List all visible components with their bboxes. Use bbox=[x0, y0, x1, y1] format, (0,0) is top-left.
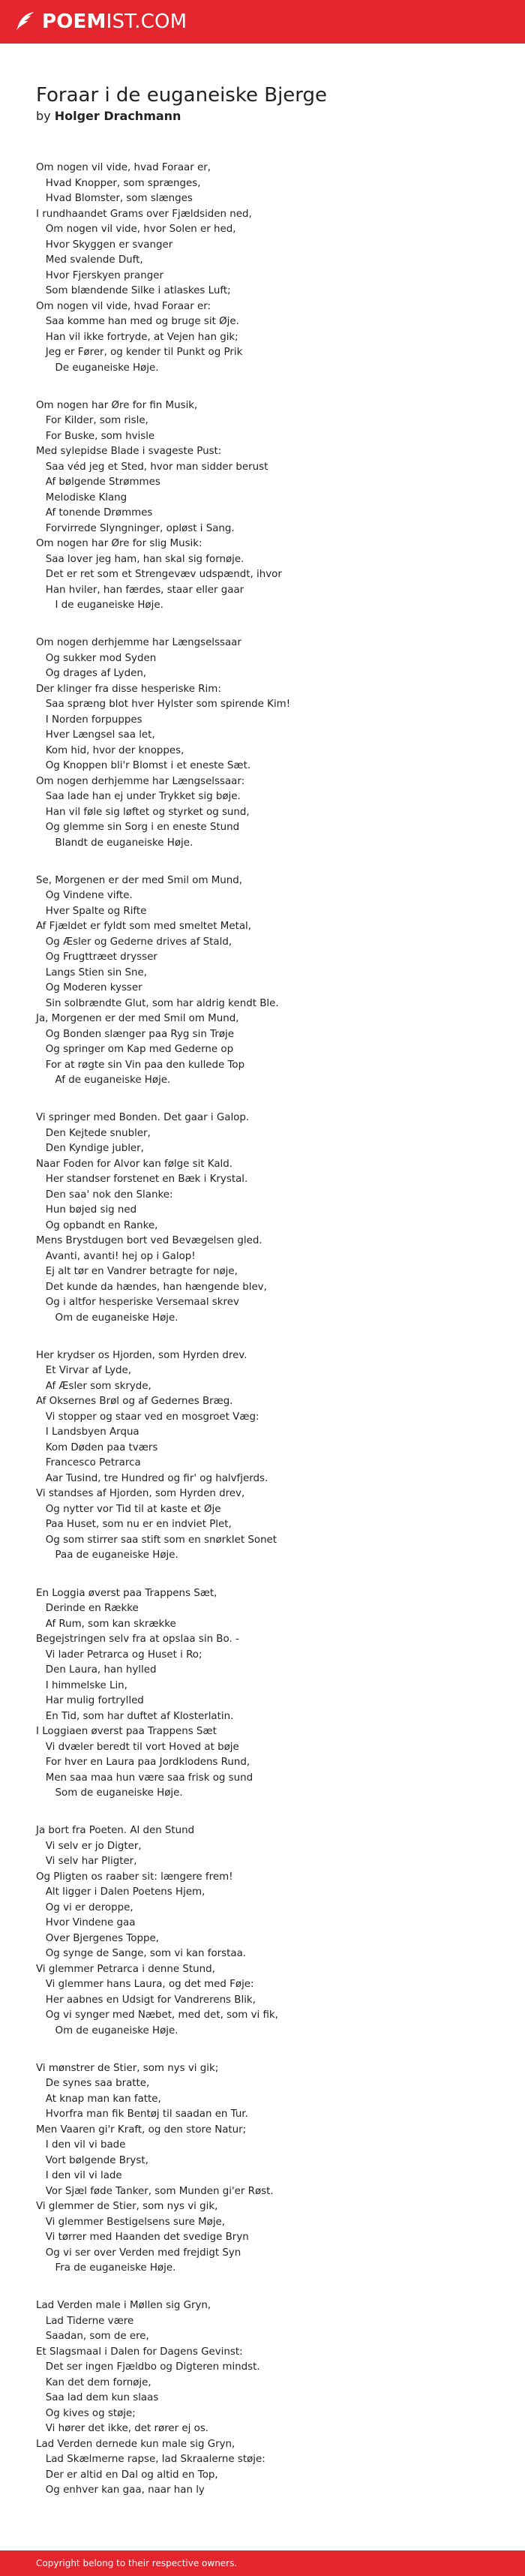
poem-line: Kom hid, hvor der knoppes, bbox=[36, 744, 184, 756]
poem-line: Derinde en Række bbox=[36, 1603, 139, 1615]
poem-line: Hvor Vindene gaa bbox=[36, 1917, 136, 1929]
poem-stanza bbox=[36, 398, 501, 614]
poem-line: Af Rum, som kan skrække bbox=[36, 1618, 176, 1630]
poem-line: Vi selv er jo Digter, bbox=[36, 1840, 142, 1852]
poem-line: I Landsbyen Arqua bbox=[36, 1426, 140, 1438]
poem-line: Her aabnes en Udsigt for Vandrerens Blik, bbox=[36, 1994, 256, 2006]
poem-line: Der er altid en Dal og altid en Top, bbox=[36, 2469, 218, 2481]
poem-line: Med sylepidse Blade i svageste Pust: bbox=[36, 446, 222, 458]
poem-line: Og Moderen kysser bbox=[36, 982, 142, 994]
poem-line: Og drages af Lyden, bbox=[36, 668, 147, 680]
poem-line: Vi springer med Bonden. Det gaar i Galop. bbox=[36, 1112, 250, 1124]
poem-line: Blandt de euganeiske Høje. bbox=[36, 837, 194, 849]
poem-line: Og enhver kan gaa, naar han ly bbox=[36, 2484, 205, 2496]
poem-title: Foraar i de euganeiske Bjerge bbox=[36, 84, 328, 107]
poem-line: Som blændende Silke i atlaskes Luft; bbox=[36, 285, 231, 296]
poem-line: Kom Døden paa tværs bbox=[36, 1441, 158, 1453]
poem-line: Og Pligten os raaber sit: længere frem! bbox=[36, 1871, 233, 1883]
poem-body bbox=[36, 161, 501, 2499]
poem-line: Den saa' nok den Slanke: bbox=[36, 1189, 173, 1201]
poem-line: I de euganeiske Høje. bbox=[36, 600, 164, 612]
poem-byline bbox=[36, 108, 501, 125]
poem-line: Sin solbrændte Glut, som har aldrig kendt Ble. bbox=[36, 997, 279, 1009]
poem-line: Vor Sjæl føde Tanker, som Munden gi'er Røst. bbox=[36, 2185, 274, 2197]
poem-line: Og opbandt en Ranke, bbox=[36, 1219, 158, 1231]
poem-line: Ja bort fra Poeten. Al den Stund bbox=[36, 1825, 195, 1837]
poem-line: Vi mønstrer de Stier, som nys vi gik; bbox=[36, 2062, 219, 2074]
poem-stanza bbox=[36, 1586, 501, 1802]
poem-line: Der klinger fra disse hesperiske Rim: bbox=[36, 683, 221, 695]
poem-line: Langs Stien sin Sne, bbox=[36, 966, 148, 978]
poem-line: Men saa maa hun være saa frisk og sund bbox=[36, 1772, 254, 1784]
poem-line: Af bølgende Strømmes bbox=[36, 476, 160, 488]
poem-line: Melodiske Klang bbox=[36, 491, 128, 503]
poem-line: Og Æsler og Gederne drives af Stald, bbox=[36, 936, 232, 948]
poem-line: Naar Foden for Alvor kan følge sit Kald. bbox=[36, 1158, 233, 1170]
poem-line: For hver en Laura paa Jordklodens Rund, bbox=[36, 1757, 250, 1769]
poem-line: Francesco Petrarca bbox=[36, 1457, 141, 1469]
poem-line: Og glemme sin Sorg i en eneste Stund bbox=[36, 822, 240, 834]
poem-line: Vi selv har Pligter, bbox=[36, 1856, 137, 1868]
poem-line: Vi glemmer hans Laura, og det med Føje: bbox=[36, 1979, 254, 1991]
poem-line: Om nogen derhjemme har Længselssaar bbox=[36, 637, 242, 649]
poem-line: Den Kyndige jubler, bbox=[36, 1143, 144, 1155]
poem-line: Om nogen har Øre for slig Musik: bbox=[36, 538, 202, 550]
poem-line: De euganeiske Høje. bbox=[36, 362, 159, 374]
poem-line: Paa de euganeiske Høje. bbox=[36, 1550, 178, 1562]
poem-line: Lad Tiderne være bbox=[36, 2315, 134, 2327]
poem-line: Vi hører det ikke, det rører ej os. bbox=[36, 2423, 209, 2435]
site-header bbox=[0, 0, 525, 44]
poem-line: Han hviler, han færdes, staar eller gaar bbox=[36, 584, 244, 596]
poem-line: Det ser ingen Fjældbo og Digteren mindst. bbox=[36, 2361, 260, 2373]
poem-line: Aar Tusind, tre Hundred og fir' og halvfjerds. bbox=[36, 1472, 268, 1484]
poem-line: Saa lade han ej under Trykket sig bøje. bbox=[36, 791, 241, 803]
poem-line: Og sukker mod Syden bbox=[36, 652, 157, 664]
byline-prefix: by bbox=[36, 109, 51, 123]
poem-stanza bbox=[36, 873, 501, 1089]
logo-text-bold: POEM bbox=[42, 11, 106, 33]
poem-line: Lad Verden male i Møllen sig Gryn, bbox=[36, 2300, 212, 2312]
poem-line: For Buske, som hvisle bbox=[36, 430, 155, 442]
poem-line: Og Vindene vifte. bbox=[36, 890, 133, 902]
poem-line: Han vil ikke fortryde, at Vejen han gik; bbox=[36, 331, 238, 343]
poem-stanza bbox=[36, 636, 501, 851]
poem-line: I Norden forpuppes bbox=[36, 714, 142, 726]
poem-line: Lad Verden dernede kun male sig Gryn, bbox=[36, 2438, 236, 2450]
poem-container bbox=[36, 83, 501, 2520]
poem-line: Forvirrede Slyngninger, opløst i Sang. bbox=[36, 522, 235, 534]
author-link[interactable]: Holger Drachmann bbox=[54, 109, 182, 123]
poem-stanza bbox=[36, 1348, 501, 1564]
poem-line: Jeg er Fører, og kender til Punkt og Prik bbox=[36, 347, 243, 358]
poem-line: Vi tørrer med Haanden det svedige Bryn bbox=[36, 2232, 249, 2244]
poem-line: Om de euganeiske Høje. bbox=[36, 1312, 178, 1324]
poem-line: Hver Spalte og Rifte bbox=[36, 905, 147, 917]
poem-line: Om nogen vil vide, hvor Solen er hed, bbox=[36, 224, 236, 235]
poem-line: Vi glemmer Bestigelsens sure Møje, bbox=[36, 2216, 226, 2228]
site-footer bbox=[0, 2550, 525, 2576]
poem-line: At knap man kan fatte, bbox=[36, 2093, 161, 2105]
poem-line: Ej alt tør en Vandrer betragte for nøje, bbox=[36, 1266, 238, 1278]
poem-stanza bbox=[36, 1823, 501, 2039]
poem-line: Og Bonden slænger paa Ryg sin Trøje bbox=[36, 1028, 234, 1040]
poem-line: Og springer om Kap med Gederne op bbox=[36, 1044, 234, 1056]
poem-line: Vi dvæler beredt til vort Hoved at bøje bbox=[36, 1741, 239, 1753]
copyright-text: Copyright belong to their respective owners. bbox=[36, 2558, 238, 2568]
poem-line: Saa lad dem kun slaas bbox=[36, 2392, 159, 2404]
poem-line: Saadan, som de ere, bbox=[36, 2331, 149, 2343]
poem-line: Vort bølgende Bryst, bbox=[36, 2154, 148, 2166]
poem-line: Over Bjergenes Toppe, bbox=[36, 1932, 159, 1944]
quill-pen-icon[interactable] bbox=[14, 11, 36, 32]
poem-line: Det er ret som et Strengevæv udspændt, ihvor bbox=[36, 569, 282, 581]
poem-line: Her krydser os Hjorden, som Hyrden drev. bbox=[36, 1349, 248, 1361]
poem-line: Af Æsler som skryde, bbox=[36, 1380, 152, 1392]
poem-line: Af tonende Drømmes bbox=[36, 507, 153, 519]
poem-line: De synes saa bratte, bbox=[36, 2078, 150, 2090]
poem-line: Har mulig fortrylled bbox=[36, 1695, 144, 1707]
poem-line: Her standser forstenet en Bæk i Krystal. bbox=[36, 1174, 248, 1186]
poem-line: Og som stirrer saa stift som en snørklet Sonet bbox=[36, 1534, 278, 1546]
poem-line: Og nytter vor Tid til at kaste et Øje bbox=[36, 1503, 221, 1515]
poem-stanza bbox=[36, 2298, 501, 2499]
poem-line: Lad Skælmerne rapse, lad Skraalerne støje: bbox=[36, 2454, 266, 2466]
poem-stanza bbox=[36, 161, 501, 376]
poem-line: Saa véd jeg et Sted, hvor man sidder berust bbox=[36, 461, 268, 473]
poem-line: I den vil vi lade bbox=[36, 2170, 122, 2182]
poem-line: Og i altfor hesperiske Versemaal skrev bbox=[36, 1297, 239, 1309]
poem-line: Et Slagsmaal i Dalen for Dagens Gevinst: bbox=[36, 2346, 243, 2358]
poem-line: Kan det dem fornøje, bbox=[36, 2376, 152, 2388]
poem-line: Ja, Morgenen er der med Smil om Mund, bbox=[36, 1013, 239, 1025]
poem-line: Og synge de Sange, som vi kan forstaa. bbox=[36, 1948, 247, 1960]
poem-line: I himmelske Lin, bbox=[36, 1679, 128, 1691]
poem-line: Hvor Skyggen er svanger bbox=[36, 239, 173, 251]
poem-line: Om nogen vil vide, hvad Foraar er, bbox=[36, 162, 211, 173]
poem-line: Og Frugttræet drysser bbox=[36, 951, 158, 963]
poem-line: Om nogen vil vide, hvad Foraar er: bbox=[36, 300, 212, 312]
poem-line: I den vil vi bade bbox=[36, 2139, 126, 2151]
poem-line: Af de euganeiske Høje. bbox=[36, 1075, 171, 1087]
poem-stanza bbox=[36, 1111, 501, 1326]
poem-line: Paa Huset, som nu er en indviet Plet, bbox=[36, 1519, 232, 1531]
poem-line: Et Virvar af Lyde, bbox=[36, 1365, 132, 1377]
poem-line: Vi stopper og staar ved en mosgroet Væg: bbox=[36, 1411, 260, 1423]
poem-line: Som de euganeiske Høje. bbox=[36, 1787, 183, 1799]
poem-line: Vi lader Petrarca og Huset i Ro; bbox=[36, 1649, 202, 1661]
poem-line: Fra de euganeiske Høje. bbox=[36, 2262, 176, 2274]
poem-line: Hvad Blomster, som slænges bbox=[36, 193, 193, 204]
poem-line: Alt ligger i Dalen Poetens Hjem, bbox=[36, 1886, 206, 1898]
poem-line: Det kunde da hændes, han hængende blev, bbox=[36, 1281, 267, 1293]
poem-line: Avanti, avanti! hej op i Galop! bbox=[36, 1250, 196, 1262]
poem-line: En Loggia øverst paa Trappens Sæt, bbox=[36, 1587, 218, 1599]
poem-line: Om nogen har Øre for fin Musik, bbox=[36, 399, 198, 411]
poem-line: En Tid, som har duftet af Klosterlatin. bbox=[36, 1710, 234, 1722]
poem-line: For at røgte sin Vin paa den kullede Top bbox=[36, 1059, 245, 1071]
poem-line: Begejstringen selv fra at opslaa sin Bo. - bbox=[36, 1634, 239, 1646]
poem-line: Han vil føle sig løftet og styrket og sund, bbox=[36, 806, 250, 818]
poem-line: Med svalende Duft, bbox=[36, 254, 143, 266]
poem-line: Og kives og støje; bbox=[36, 2407, 136, 2419]
poem-line: Vi glemmer Petrarca i denne Stund, bbox=[36, 1963, 215, 1975]
poem-stanza bbox=[36, 2061, 501, 2277]
poem-line: Mens Brystdugen bort ved Bevægelsen gled. bbox=[36, 1235, 262, 1247]
poem-line: Men Vaaren gi'r Kraft, og den store Natur; bbox=[36, 2124, 247, 2136]
poem-line: Saa komme han med og bruge sit Øje. bbox=[36, 316, 239, 327]
poem-line: Saa spræng blot hver Hylster som spirende Kim! bbox=[36, 699, 291, 711]
poem-line: Hvorfra man fik Bentøj til saadan en Tur. bbox=[36, 2109, 248, 2121]
poem-line: Om nogen derhjemme har Længselssaar: bbox=[36, 775, 245, 787]
poem-line: For Kilder, som risle, bbox=[36, 415, 148, 427]
poem-line: Af Oksernes Brøl og af Gedernes Bræg. bbox=[36, 1396, 233, 1408]
site-logo[interactable] bbox=[42, 10, 187, 34]
poem-line: Og vi er deroppe, bbox=[36, 1901, 134, 1913]
poem-line: Hver Længsel saa let, bbox=[36, 729, 155, 741]
poem-line: Af Fjældet er fyldt som med smeltet Metal, bbox=[36, 921, 252, 933]
poem-line: Hvor Fjerskyen pranger bbox=[36, 269, 164, 281]
poem-line: Hun bøjed sig ned bbox=[36, 1204, 137, 1216]
poem-line: Og vi synger med Næbet, med det, som vi fik, bbox=[36, 2009, 278, 2021]
poem-line: Vi standses af Hjorden, som Hyrden drev, bbox=[36, 1488, 245, 1500]
poem-line: Den Kejtede snubler, bbox=[36, 1127, 151, 1139]
poem-line: Hvad Knopper, som sprænges, bbox=[36, 177, 201, 189]
poem-line: I rundhaandet Grams over Fjældsiden ned, bbox=[36, 208, 252, 220]
poem-line: Om de euganeiske Høje. bbox=[36, 2024, 178, 2036]
logo-text-light: IST.COM bbox=[106, 11, 188, 33]
poem-line: Vi glemmer de Stier, som nys vi gik, bbox=[36, 2201, 218, 2213]
poem-line: Se, Morgenen er der med Smil om Mund, bbox=[36, 874, 243, 886]
poem-line: Og vi ser over Verden med frejdigt Syn bbox=[36, 2247, 242, 2259]
poem-line: I Loggiaen øverst paa Trappens Sæt bbox=[36, 1726, 217, 1738]
poem-line: Saa lover jeg ham, han skal sig fornøje. bbox=[36, 553, 244, 565]
poem-line: Og Knoppen bli'r Blomst i et eneste Sæt. bbox=[36, 760, 251, 772]
poem-line: Den Laura, han hylled bbox=[36, 1664, 157, 1676]
